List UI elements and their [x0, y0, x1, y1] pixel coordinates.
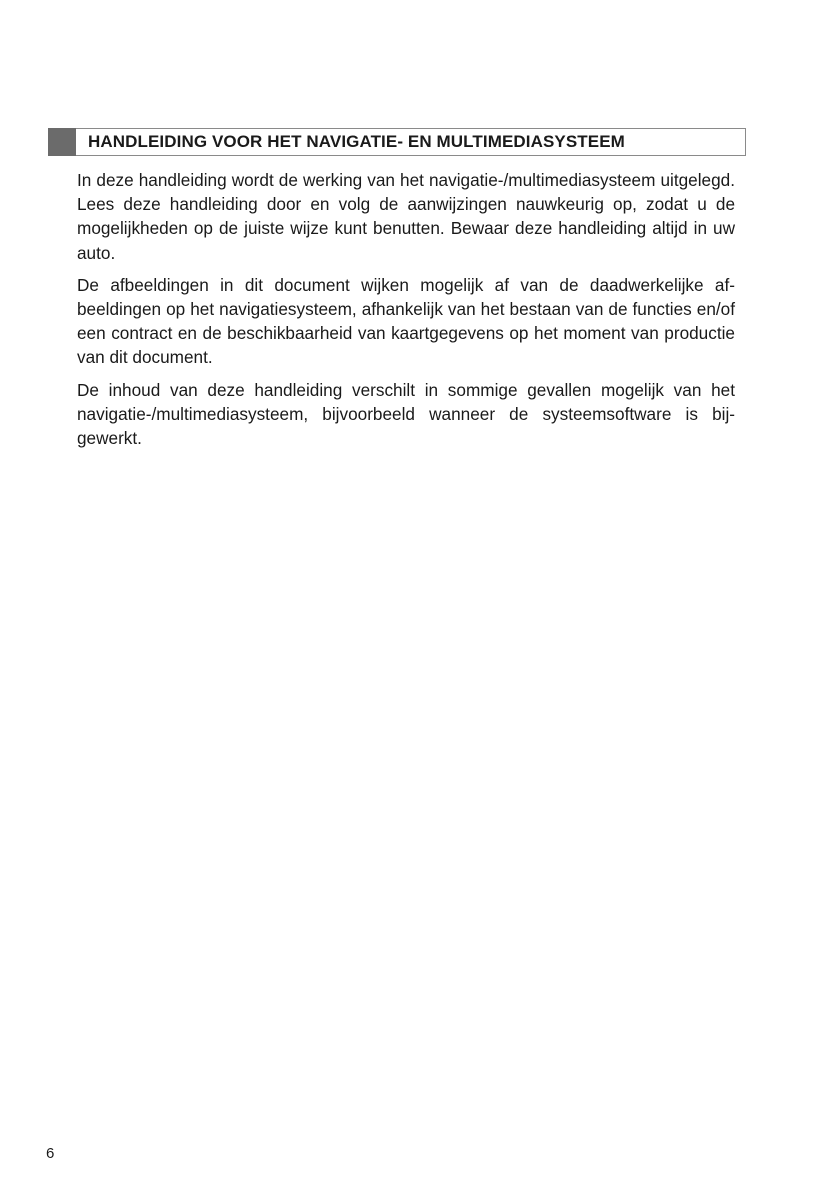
section-title: HANDLEIDING VOOR HET NAVIGATIE- EN MULTIMEDIASYSTEEM [88, 132, 625, 151]
paragraph-3: De inhoud van deze handleiding verschilt in sommige gevallen mogelijk van het navigatie-/multimediasysteem, bijvoorbeeld wanneer de systeemsoftware is bijgewerkt. [77, 379, 735, 449]
body-text [77, 168, 735, 458]
section-marker [48, 128, 76, 156]
paragraph-2: De afbeeldingen in dit document wijken mogelijk af van de daadwerkelijke afbeeldingen op het navigatiesysteem, afhankelijk van het bestaan van de functies en/of een contract en de beschikbaarheid van kaartgegevens op het moment van productie van dit document. [77, 274, 735, 368]
page-number: 6 [46, 1145, 55, 1162]
section-header [48, 128, 746, 156]
paragraph-1: In deze handleiding wordt de werking van het navigatie-/multimediasysteem uitgelegd. Lees deze handleiding door en volg de aanwijzingen nauwkeurig op, zodat u de mogelijkheden op de juiste wijze kunt benutten. Bewaar deze handleiding altijd in uw auto. [77, 170, 735, 263]
